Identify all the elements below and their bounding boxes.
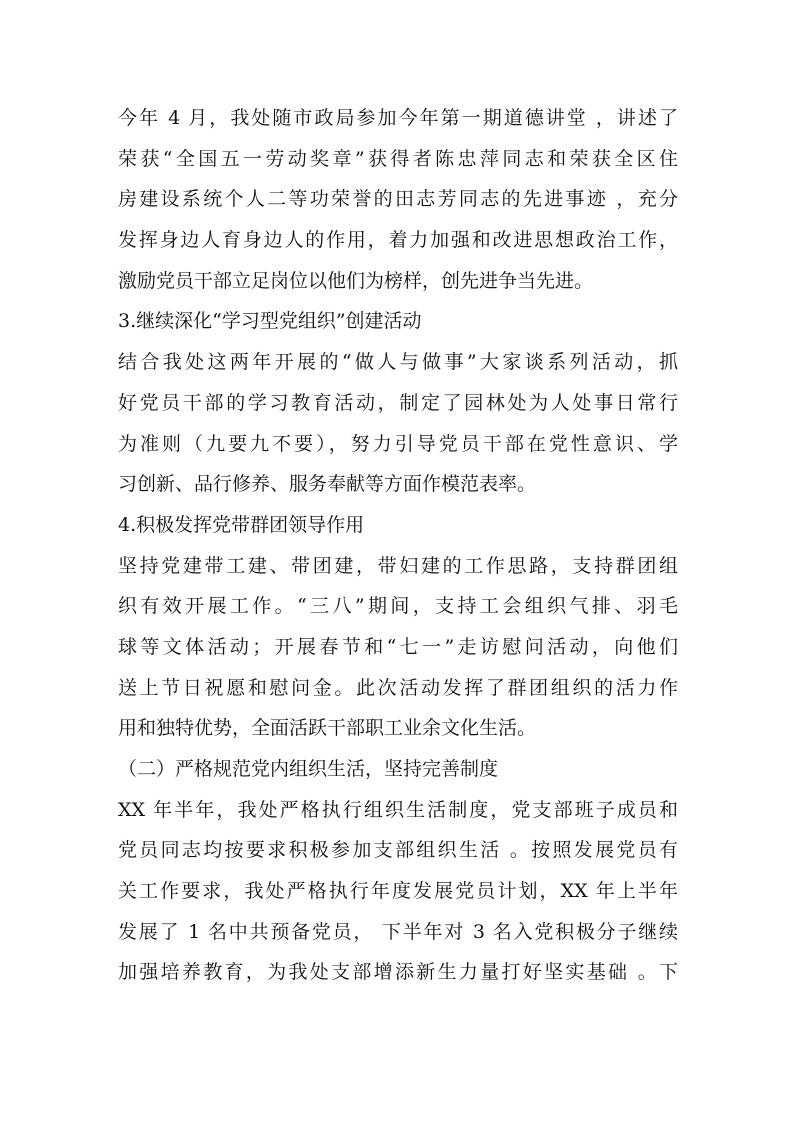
- paragraph-line: 习创新、品行修养、服务奉献等方面作模范表率。: [118, 473, 537, 496]
- paragraph-line: 坚持党建带工建、带团建，带妇建的工作思路，支持群团组: [118, 554, 678, 577]
- section-heading: （二）严格规范党内组织生活，坚持完善制度: [118, 758, 499, 780]
- paragraph-line: 好党员干部的学习教育活动，制定了园林处为人处事日常行: [118, 391, 678, 414]
- paragraph-line: 送上节日祝愿和慰问金。此次活动发挥了群团组织的活力作: [118, 676, 678, 699]
- paragraph-line: 为准则（九要九不要），努力引导党员干部在党性意识、学: [118, 432, 678, 455]
- paragraph-line: 关工作要求，我处严格执行年度发展党员计划，XX 年上半年: [118, 880, 678, 903]
- paragraph-line: 今年 4 月，我处随市政局参加今年第一期道德讲堂 ，讲述了: [118, 107, 678, 129]
- paragraph-line: 织有效开展工作。“三八”期间，支持工会组织气排、羽毛: [118, 595, 678, 618]
- paragraph-line: 荣获“全国五一劳动奖章”获得者陈忠萍同志和荣获全区住: [118, 147, 678, 170]
- section-heading: 3.继续深化“学习型党组织”创建活动: [118, 310, 422, 333]
- paragraph-line: 加强培养教育，为我处支部增添新生力量打好坚实基础 。下: [118, 961, 678, 984]
- section-heading: 4.积极发挥党带群团领导作用: [118, 513, 365, 536]
- paragraph-line: 党员同志均按要求积极参加支部组织生活 。按照发展党员有: [118, 839, 678, 862]
- paragraph-line: 房建设系统个人二等功荣誉的田志芳同志的先进事迹 ，充分: [118, 188, 678, 211]
- paragraph-line: XX 年半年，我处严格执行组织生活制度，党支部班子成员和: [118, 798, 678, 821]
- document-page: [118, 98, 678, 993]
- paragraph-line: 发挥身边人育身边人的作用，着力加强和改进思想政治工作，: [118, 229, 678, 252]
- paragraph-line: 发展了 1 名中共预备党员， 下半年对 3 名入党积极分子继续: [118, 920, 678, 943]
- paragraph-line: 激励党员干部立足岗位以他们为榜样，创先进争当先进。: [118, 269, 594, 292]
- paragraph-line: 球等文体活动；开展春节和“七一”走访慰问活动，向他们: [118, 635, 678, 658]
- paragraph-line: 用和独特优势，全面活跃干部职工业余文化生活。: [118, 717, 537, 740]
- paragraph-line: 结合我处这两年开展的“做人与做事”大家谈系列活动，抓: [118, 351, 678, 374]
